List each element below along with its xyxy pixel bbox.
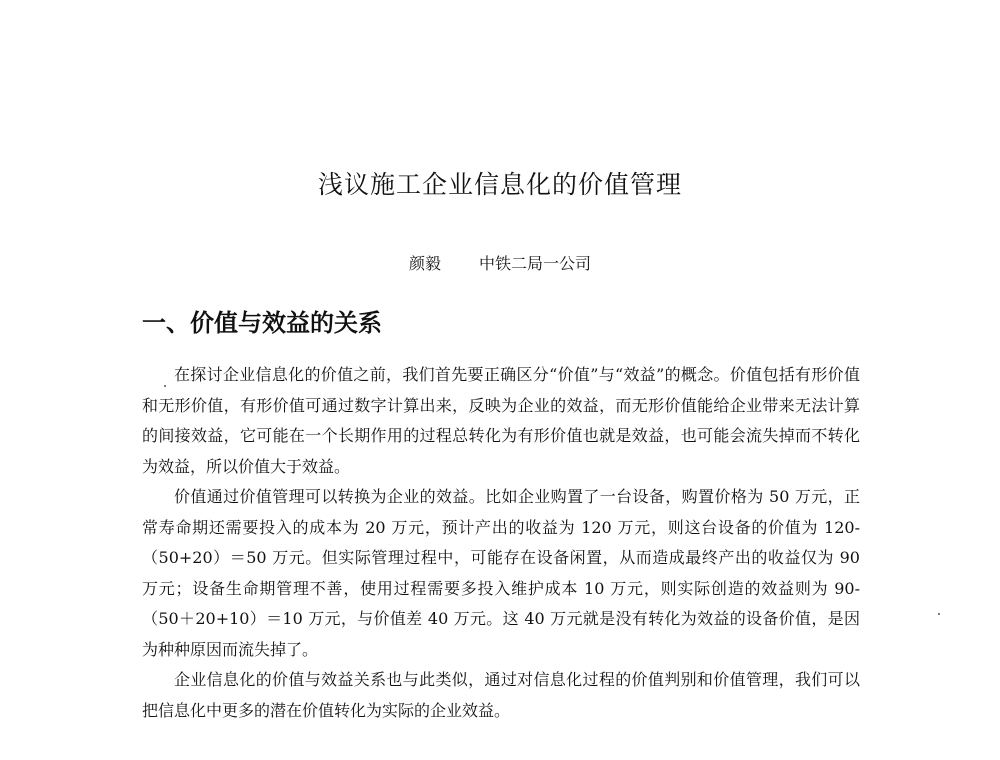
paragraph-1: 在探讨企业信息化的价值之前，我们首先要正确区分“价值”与“效益”的概念。价值包括有形价值和无形价值，有形价值可通过数字计算出来，反映为企业的效益，而无形价值能给企业带来无法计算的间接效益，它可能在一个长期作用的过程总转化为有形价值也就是效益，也可能会流失掉而不转化为效益，所以价值大于效益。	[142, 365, 860, 476]
paragraph-2: 价值通过价值管理可以转换为企业的效益。比如企业购置了一台设备，购置价格为 50 万元，正常寿命期还需要投入的成本为 20 万元，预计产出的收益为 120 万元，则这台设备的价值为 120-（50+20）＝50 万元。但实际管理过程中，可能存在设备闲置，从而造成最终产出的收益仅为 90 万元；设备生命期管理不善，使用过程需要多投入维护成本 10 万元，则实际创造的效益则为 90-（50＋20+10）＝10 万元，与价值差 40 万元。这 40 万元就是没有转化为效益的设备价值，是因为种种原因而流失掉了。	[142, 487, 860, 659]
paragraph-3: 企业信息化的价值与效益关系也与此类似，通过对信息化过程的价值判别和价值管理，我们可以把信息化中更多的潜在价值转化为实际的企业效益。	[142, 670, 860, 720]
section-heading: 一、价值与效益的关系	[142, 309, 382, 337]
scan-speck	[938, 613, 940, 615]
document-title: 浅议施工企业信息化的价值管理	[317, 170, 682, 199]
byline	[0, 251, 1000, 274]
author-affiliation: 中铁二局一公司	[479, 254, 592, 273]
scan-speck	[164, 385, 166, 387]
author-name: 颜毅	[408, 254, 441, 273]
body-text	[142, 360, 860, 726]
